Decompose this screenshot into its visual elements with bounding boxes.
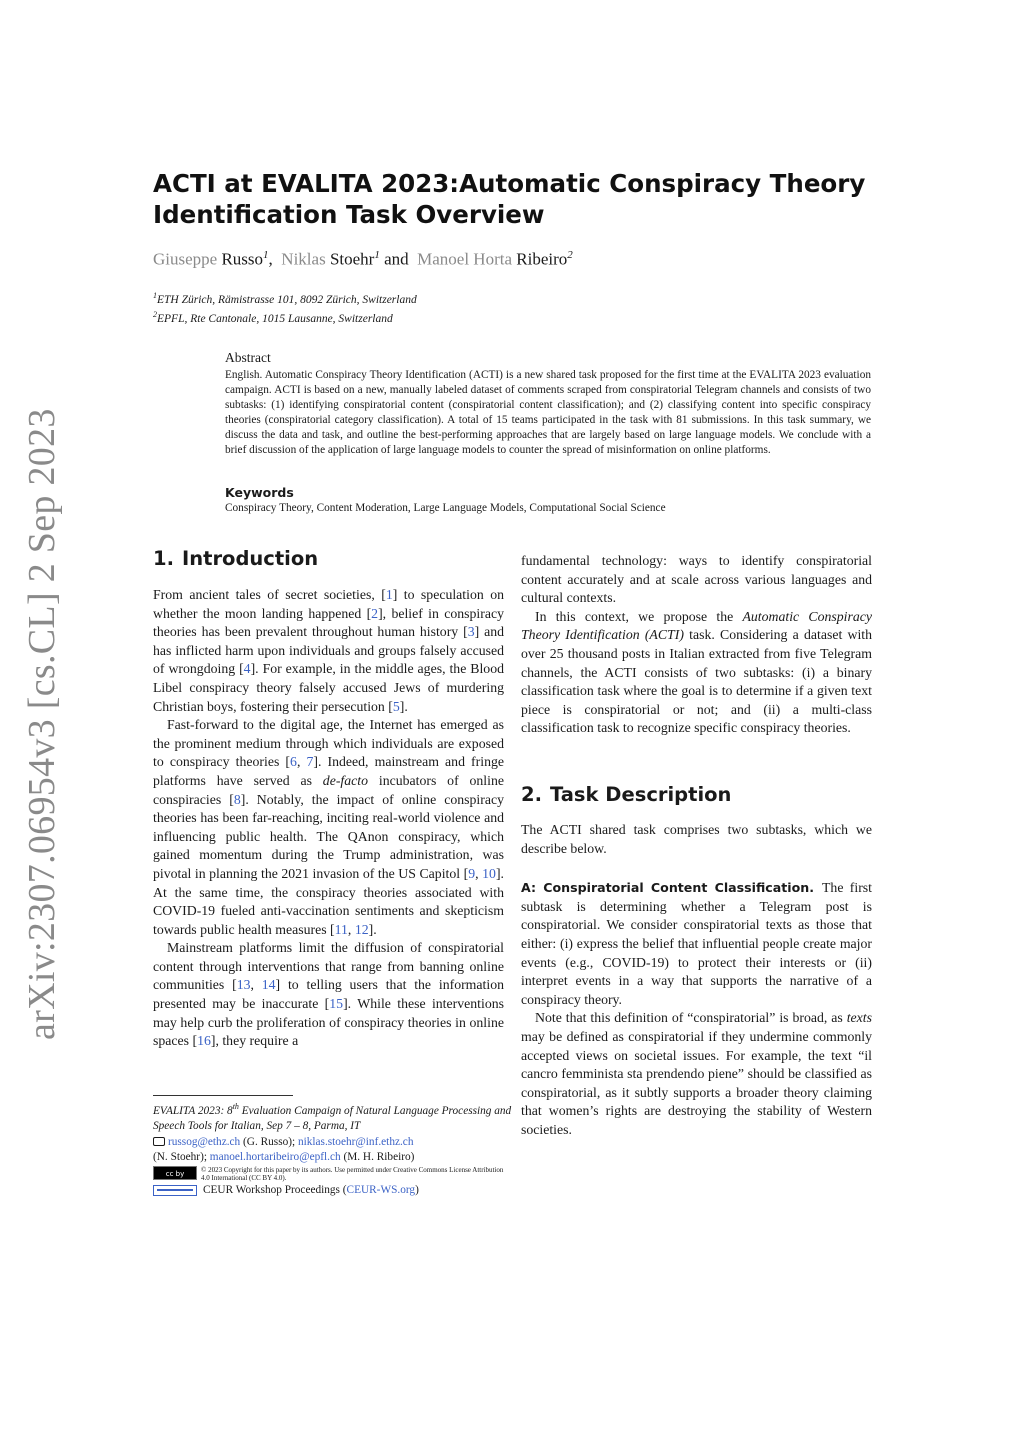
section-number: 1. (153, 547, 174, 570)
citation-link[interactable]: 16 (197, 1033, 211, 1049)
citation-link[interactable]: 5 (392, 698, 400, 714)
author-separator: , (268, 249, 273, 269)
intro-paragraph-4: fundamental technology: ways to identify conspiratorial content accurately and at scale across various languages and cultural contexts. (521, 553, 872, 606)
keywords-heading: Keywords (225, 485, 294, 500)
section-title: Introduction (181, 547, 319, 570)
affiliation-marker: 1 (153, 291, 157, 300)
cc-by-license-icon: cc by (153, 1166, 197, 1180)
email-link[interactable]: niklas.stoehr@inf.ethz.ch (297, 1135, 414, 1148)
abstract-text: English. Automatic Conspiracy Theory Identification (ACTI) is a new shared task proposed for the first time at the EVALITA 2023 evaluation campaign. ACTI is based on a new, manually labeled dataset of comments scraped from conspiratorial Telegram channels and consists of two subtasks: (1) identifying conspiratorial content (conspiratorial content classification); and (2) classifying content into specific conspiracy theories (conspiratorial category classification). A total of 15 teams participated in the task with 81 submissions. In this task summary, we discuss the data and task, and outline the best-performing approaches that are largely based on large language models. We conclude with a brief discussion of the application of large language models to counter the spread of misinformation on online platforms. (225, 369, 871, 457)
affiliation (153, 310, 393, 325)
author-given-name: Giuseppe (153, 249, 218, 269)
citation-link[interactable]: 6 (290, 754, 297, 770)
ceur-link[interactable]: CEUR-WS.org (346, 1183, 416, 1196)
section-heading-task-description (521, 783, 731, 806)
citation-link[interactable]: 1 (385, 587, 393, 602)
author-affil-marker: 1 (374, 249, 380, 261)
author-family-name: Russo (221, 249, 264, 269)
citation-link[interactable]: 15 (329, 996, 344, 1012)
citation-link[interactable]: 12 (354, 921, 369, 937)
title-line-2: Identification Task Overview (153, 200, 545, 229)
affiliation (153, 291, 417, 306)
envelope-icon (153, 1137, 165, 1146)
abstract-heading: Abstract (225, 350, 271, 365)
affiliation-text: ETH Zürich, Rämistrasse 101, 8092 Zürich, Switzerland (157, 293, 417, 306)
section-heading-introduction (153, 547, 318, 570)
intro-paragraph-3: Mainstream platforms limit the diffusion of conspiratorial content through interventions that range from banning online communities [13, 14] to telling users that the information presented may be inaccurate [15]. While these interventions may help curb the proliferation of conspiracy theories in online spaces [16], they require a (153, 940, 505, 1049)
task-paragraph-3: Note that this definition of “conspiratorial” is broad, as texts may be defined as conspiratorial if they undermine commonly accepted views on societal issues. For example, the text “il cancro femminista sta prendendo piene” should be classified as conspiratorial, as it subtly supports a broader theory claiming that women’s rights are destroying the stability of Western societies. (521, 1010, 872, 1137)
citation-link[interactable]: 8 (233, 791, 241, 807)
author-separator: and (384, 249, 409, 269)
email-link[interactable]: manoel.hortaribeiro@epfl.ch (209, 1151, 341, 1164)
email-link[interactable]: russog@ethz.ch (168, 1135, 241, 1148)
citation-link[interactable]: 13 (236, 977, 251, 993)
paper-title (153, 168, 873, 230)
intro-paragraph-2: Fast-forward to the digital age, the Internet has emerged as the prominent medium through which individuals are exposed to conspiracy theories [6, 7]. Indeed, mainstream and fringe platforms have served as de-facto incubators of online conspiracies [8]. Notably, the impact of online conspiracy theories has been far-reaching, inciting real-world violence and influencing public health. The QAnon conspiracy, which gained momentum during the Trump administration, was pivotal in planning the 2021 invasion of the US Capitol [9, 10]. At the same time, the conspiracy theories associated with COVID-19 fueled anti-vaccination sentiments and skepticism towards public health measures [11, 12]. (153, 717, 505, 937)
citation-link[interactable]: 10 (482, 865, 496, 881)
citation-link[interactable]: 3 (467, 624, 475, 640)
citation-link[interactable]: 7 (306, 754, 314, 770)
citation-link[interactable]: 2 (371, 605, 379, 621)
ceur-logo-icon (153, 1185, 197, 1196)
footnote-block (153, 1099, 513, 1198)
license-row (153, 1166, 513, 1182)
title-line-1: ACTI at EVALITA 2023:Automatic Conspiracy Theory (153, 169, 866, 198)
author-family-name: Stoehr (329, 249, 375, 269)
author-affil-marker: 2 (567, 249, 573, 261)
footnote-rule (153, 1095, 293, 1096)
author-given-name: Manoel Horta (417, 249, 513, 269)
task-paragraph-1: The ACTI shared task comprises two subtasks, which we describe below. (521, 822, 872, 856)
section-title: Task Description (549, 783, 732, 806)
citation-link[interactable]: 9 (468, 865, 476, 881)
author-affil-marker: 1 (263, 249, 269, 261)
section-number: 2. (521, 783, 542, 806)
venue-footnote: EVALITA 2023: 8th Evaluation Campaign of Natural Language Processing and Speech Tools for Italian, Sep 7 – 8, Parma, IT (153, 1102, 512, 1133)
task-description-text (521, 821, 872, 1140)
author-given-name: Niklas (281, 249, 326, 269)
affiliation-marker: 2 (153, 310, 157, 319)
intro-paragraph-5: In this context, we propose the Automatic Conspiracy Theory Identification (ACTI) task. Considering a dataset with over 25 thousand posts in Italian extracted from five Telegram channels, the ACTI consists of two subtasks: (i) a binary classification task where the goal is to determine if a given text piece is conspiratorial or not; and (ii) a multi-class classification task to recognize specific conspiracy theories. (521, 608, 873, 736)
author-list (153, 249, 573, 270)
affiliation-text: EPFL, Rte Cantonale, 1015 Lausanne, Switzerland (157, 312, 393, 325)
citation-link[interactable]: 4 (243, 661, 251, 677)
author-family-name: Ribeiro (516, 249, 568, 269)
ceur-row: CEUR Workshop Proceedings (CEUR-WS.org) (153, 1183, 513, 1199)
right-column (521, 552, 872, 738)
left-column (153, 586, 504, 1051)
intro-paragraph-1: From ancient tales of secret societies, [1] to speculation on whether the moon landing happened [2], belief in conspiracy theories has been prevalent throughout human history [3] and has inflicted harm upon individuals and groups falsely accused of wrongdoing [4]. For example, in the middle ages, the Blood Libel conspiracy theory falsely accused Jews of murdering Christian boys, fostering their persecution [5]. (153, 587, 504, 714)
email-footnote: russog@ethz.ch (G. Russo); niklas.stoehr@inf.ethz.ch (N. Stoehr); manoel.hortaribeiro@epfl.ch (M. H. Ribeiro) (153, 1135, 415, 1164)
arxiv-sidebar-stamp: arXiv:2307.06954v3 [cs.CL] 2 Sep 2023 (21, 408, 63, 1040)
subtask-a-paragraph: A: Conspiratorial Content Classification. The first subtask is determining whether a Telegram post is conspiratorial. We consider conspiratorial texts as those that either: (i) express the belief that influential people create major events (e.g., COVID-19) to protect their interests or (ii) interpret events in a way that supports the narrative of a conspiracy theory. (521, 880, 872, 1007)
keywords-text: Conspiracy Theory, Content Moderation, Large Language Models, Computational Social Science (225, 502, 666, 514)
copyright-notice: © 2023 Copyright for this paper by its authors. Use permitted under Creative Commons License Attribution 4.0 International (CC BY 4.0). (201, 1165, 504, 1182)
citation-link[interactable]: 14 (261, 977, 276, 993)
subtask-a-heading: A: Conspiratorial Content Classification. (521, 880, 814, 896)
citation-link[interactable]: 11 (334, 921, 348, 937)
